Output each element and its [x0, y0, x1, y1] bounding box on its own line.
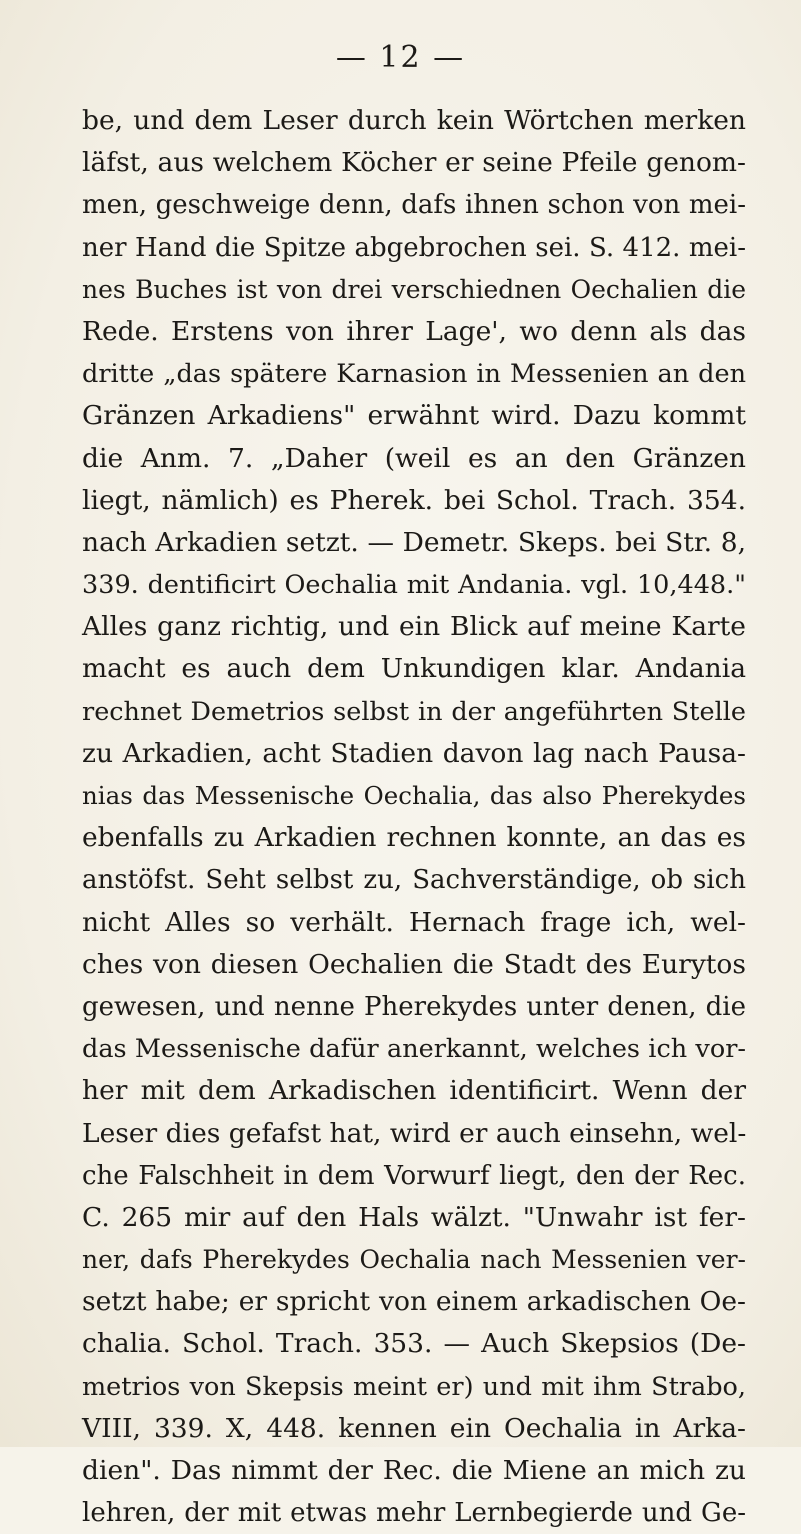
text-line: läfst, aus welchem Köcher er seine Pfeile genom- [82, 147, 746, 179]
text-line: rechnet Demetrios selbst in der angeführten Stelle [82, 696, 746, 727]
text-line: ner, dafs Pherekydes Oechalia nach Messenien ver- [82, 1245, 746, 1275]
body-text [82, 100, 746, 1534]
text-line: die Anm. 7. „Daher (weil es an den Gränzen [82, 442, 746, 474]
text-line: men, geschweige denn, dafs ihnen schon von mei- [82, 190, 746, 221]
text-line: che Falschheit in dem Vorwurf liegt, den der Rec. [82, 1160, 746, 1191]
text-line: setzt habe; er spricht von einem arkadischen Oe- [82, 1286, 746, 1318]
text-line: C. 265 mir auf den Hals wälzt. "Unwahr ist fer- [82, 1201, 746, 1233]
text-line: nes Buches ist von drei verschiednen Oechalien die [82, 274, 746, 304]
text-line: nach Arkadien setzt. — Demetr. Skeps. bei Str. 8, [82, 526, 746, 558]
text-line: anstöfst. Seht selbst zu, Sachverständige, ob sich [82, 865, 746, 896]
text-line: macht es auch dem Unkundigen klar. Andania [82, 653, 746, 685]
text-line: ebenfalls zu Arkadien rechnen konnte, an das es [82, 822, 746, 854]
text-line: zu Arkadien, acht Stadien davon lag nach Pausa- [82, 737, 746, 769]
text-line: Gränzen Arkadiens" erwähnt wird. Dazu kommt [82, 400, 746, 432]
text-line: nias das Messenische Oechalia, das also Pherekydes [82, 781, 746, 810]
text-line: Alles ganz richtig, und ein Blick auf meine Karte [82, 611, 746, 643]
text-line: 339. dentificirt Oechalia mit Andania. vgl. 10,448." [82, 570, 746, 601]
text-line: liegt, nämlich) es Pherek. bei Schol. Trach. 354. [82, 484, 746, 516]
text-line: be, und dem Leser durch kein Wörtchen merken [82, 105, 746, 136]
text-line: dritte „das spätere Karnasion in Messenien an den [82, 359, 746, 390]
page-number-header: — 12 — [335, 40, 466, 75]
text-line: VIII, 339. X, 448. kennen ein Oechalia in Arka- [82, 1412, 746, 1444]
text-line: dien". Das nimmt der Rec. die Miene an mich zu [82, 1455, 746, 1486]
text-line: ner Hand die Spitze abgebrochen sei. S. 412. mei- [82, 232, 746, 263]
text-line: lehren, der mit etwas mehr Lernbegierde und Ge- [82, 1498, 746, 1529]
text-line: her mit dem Arkadischen identificirt. Wenn der [82, 1075, 746, 1107]
text-line: metrios von Skepsis meint er) und mit ihm Strabo, [82, 1371, 746, 1402]
text-line: chalia. Schol. Trach. 353. — Auch Skepsios (De- [82, 1328, 746, 1360]
text-line: Leser dies gefafst hat, wird er auch einsehn, wel- [82, 1117, 747, 1149]
text-line: Rede. Erstens von ihrer Lage', wo denn als das [82, 315, 746, 347]
text-line: gewesen, und nenne Pherekydes unter denen, die [82, 991, 746, 1022]
text-line: nicht Alles so verhält. Hernach frage ich, wel- [82, 906, 746, 938]
text-line: ches von diesen Oechalien die Stadt des Eurytos [82, 948, 746, 980]
text-line: das Messenische dafür anerkannt, welches ich vor- [82, 1034, 746, 1065]
